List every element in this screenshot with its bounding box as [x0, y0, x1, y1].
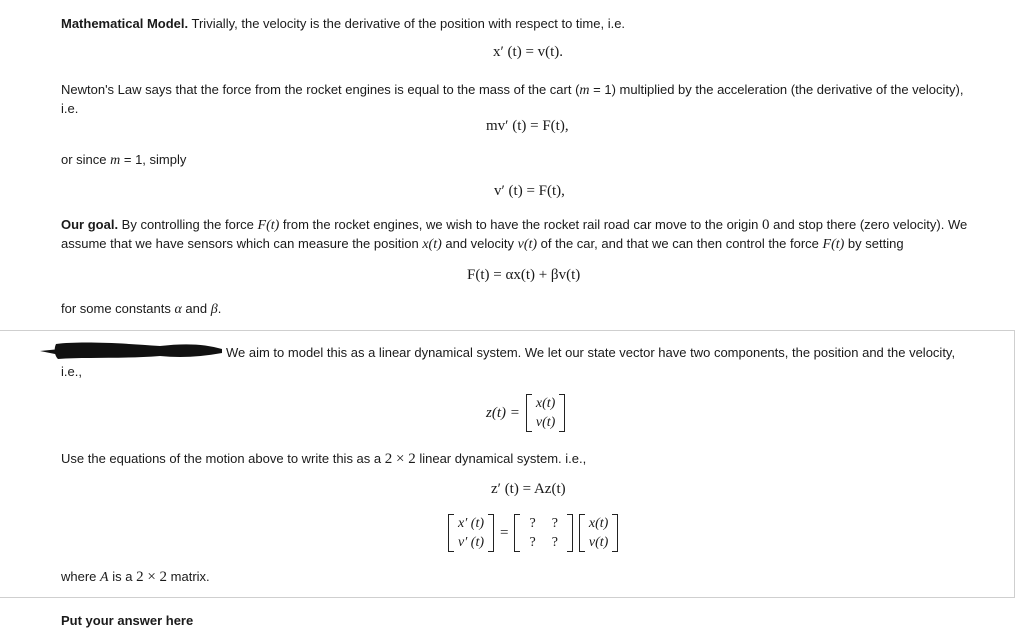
- intro-paragraph: Mathematical Model. Trivially, the velocity is the derivative of the position with respect to time, i.e.: [61, 16, 626, 31]
- answer-label: Put your answer here: [61, 613, 194, 628]
- state-vector-equation: z(t) = x(t) v(t): [486, 394, 565, 432]
- since-m-paragraph: or since m = 1, simply: [61, 152, 187, 168]
- redaction-mark: [0, 331, 230, 371]
- goal-paragraph-line1: Our goal. By controlling the force F(t) from the rocket engines, we wish to have the rocket rail road car move to the origin 0 and stop there (zero velocity). We: [61, 217, 968, 233]
- matrix-A: ? ? ? ?: [514, 514, 572, 552]
- matrix-equation: x′ (t) v′ (t) = ? ? ? ? x(t) v(t): [448, 514, 618, 552]
- equation-linear-system: z′ (t) = Az(t): [491, 481, 566, 497]
- panel-intro-line2: i.e.,: [61, 364, 82, 379]
- question-panel: [0, 330, 1015, 598]
- where-A-paragraph: where A is a 2 × 2 matrix.: [61, 569, 210, 585]
- equation-newton: mv′ (t) = F(t),: [486, 118, 569, 134]
- newton-paragraph-line1: Newton's Law says that the force from the rocket engines is equal to the mass of the cart (m = 1) multiplied by the acceleration (the derivative of the velocity),: [61, 82, 964, 98]
- state-vector: x(t) v(t): [526, 394, 565, 432]
- mathematical-model-heading: Mathematical Model.: [61, 16, 189, 31]
- equation-acceleration: v′ (t) = F(t),: [494, 183, 565, 199]
- use-equations-paragraph: Use the equations of the motion above to write this as a 2 × 2 linear dynamical system. i.e.,: [61, 451, 587, 467]
- equation-control-force: F(t) = αx(t) + βv(t): [467, 267, 581, 283]
- state-vector-rhs: x(t) v(t): [579, 514, 618, 552]
- our-goal-heading: Our goal.: [61, 217, 119, 232]
- derivative-vector: x′ (t) v′ (t): [448, 514, 494, 552]
- equation-velocity: x′ (t) = v(t).: [493, 44, 564, 60]
- panel-intro-line1: We aim to model this as a linear dynamical system. We let our state vector have two components, the position and the velocity,: [226, 345, 956, 360]
- goal-paragraph-line2: assume that we have sensors which can measure the position x(t) and velocity v(t) of the car, and that we can then control the force F(t) by setting: [61, 236, 904, 252]
- constants-paragraph: for some constants α and β.: [61, 301, 222, 317]
- newton-paragraph-line2: i.e.: [61, 101, 79, 116]
